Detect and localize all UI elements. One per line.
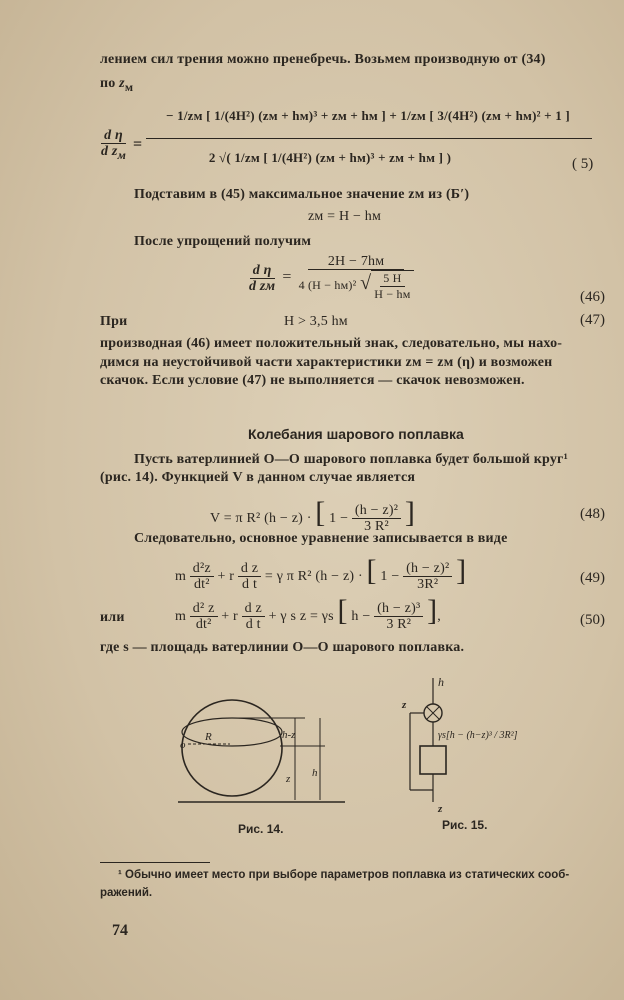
eq50-f2-num: d z <box>242 601 265 617</box>
para3-line2: димся на неустойчивой части характеристики zм = zм (η) и возможен <box>100 355 553 370</box>
fig15-label-h: h <box>438 675 444 689</box>
eq46: $\frac{\text{d η}}{\text{d zм}}$ = 2H − 7hм 4 (H − hм)² √ $\frac{5 H}{H - hм}$ <box>246 254 417 302</box>
text-ili: или <box>100 610 125 625</box>
fig15-label-z-out: z <box>438 803 443 815</box>
eq47-number: (47) <box>580 312 605 328</box>
fig14-label-r: R <box>205 731 212 743</box>
fig14-label-o: o <box>180 739 186 751</box>
eq48-number: (48) <box>580 506 605 522</box>
eq45-fraction-bar <box>146 138 592 139</box>
eq49-rhs: = γ π R² (h − z) · <box>264 569 363 584</box>
eq50: m $\frac{\text{d² z}}{\text{dt²}}$ + r $\frac{\text{d z}}{\text{d t}}$ + γ s z = γs [ h − $\frac{\text{(h − z)³}}{\text{3 R²}}$ ], <box>175 594 441 633</box>
eq50-f3-den: 3 R² <box>386 617 412 633</box>
eq45-lhs-den: d $z_м$ <box>101 144 126 162</box>
eq50-rhs: + γ s z = γs <box>268 609 334 624</box>
eq45-top: − 1/zм [ 1/(4H²) (zм + hм)³ + zм + hм ] + 1/zм [ 3/(4H²) (zм + hм)² + 1 ] <box>166 108 570 123</box>
eq45-bottom: 2 √( 1/zм [ 1/(4H²) (zм + hм)³ + zм + hм ] ) <box>208 150 452 165</box>
eq49: m $\frac{\text{d²z}}{\text{dt²}}$ + r $\frac{\text{d z}}{\text{d t}}$ = γ π R² (h − z) · [ 1 − $\frac{\text{(h − z)²}}{\text{3R²}}$ ] <box>175 554 467 593</box>
fig14-label-hz: h-z <box>282 729 296 741</box>
eq46-lhs-den: d zм <box>249 278 276 294</box>
eq48: V = π R² (h − z) · [ 1 − $\frac{\text{(h − z)²}}{\text{3 R²}}$ ] <box>210 496 416 535</box>
figure-14-sphere-diagram <box>170 688 360 818</box>
footnote-line2: ражений. <box>100 887 153 899</box>
eq49-f3-num: (h − z)² <box>403 561 452 577</box>
footnote-rule <box>100 862 210 863</box>
text-pri: При <box>100 314 128 329</box>
eq49-number: (49) <box>580 570 605 586</box>
para-podstavim: Подставим в (45) максимальное значение zм из (Б′) <box>134 187 470 202</box>
eq50-f1-den: dt² <box>195 617 212 633</box>
eq46-rhs-num: 2H − 7hм <box>308 254 404 270</box>
eq45-number: ( 5) <box>572 156 594 172</box>
text-line-2 <box>100 76 133 95</box>
eq-zm: zм = H − hм <box>308 209 382 224</box>
var-z-sub: м <box>124 79 134 94</box>
eq46-lhs-num: d η <box>250 263 275 279</box>
text-po: по <box>100 76 116 91</box>
para4-line2: (рис. 14). Функцией V в данном случае является <box>100 470 416 485</box>
text-line-1: лением сил трения можно пренебречь. Возьмем производную от (34) <box>100 52 546 67</box>
eq48-lhs: V = π R² (h − z) · <box>210 511 312 526</box>
para-posle: После упрощений получим <box>134 234 312 249</box>
eq49-f3-den: 3R² <box>417 577 439 593</box>
eq50-number: (50) <box>580 612 605 628</box>
eq45-lhs: $\frac{\text{d η}}{d z_м}$ = <box>98 128 142 163</box>
para3-line1: производная (46) имеет положительный знак, следовательно, мы нахо- <box>100 336 563 351</box>
fig14-label-z: z <box>286 773 291 785</box>
eq46-number: (46) <box>580 289 605 305</box>
eq48-frac-den: 3 R² <box>364 519 389 535</box>
eq50-f1-num: d² z <box>190 601 218 617</box>
eq47: H > 3,5 hм <box>284 314 348 329</box>
var-z: z <box>119 76 125 91</box>
fig14-label-h: h <box>312 767 318 779</box>
eq46-rhs-den: 4 (H − hм)² √ $\frac{5 H}{H - hм}$ <box>296 270 417 302</box>
eq50-f2-den: d t <box>245 617 261 633</box>
para6: где s — площадь ватерлинии O—O шарового поплавка. <box>100 640 465 655</box>
para5: Следовательно, основное уравнение записывается в виде <box>134 531 508 546</box>
eq48-inner: 1 − <box>329 511 349 526</box>
eq49-f1-den: dt² <box>193 577 210 593</box>
eq49-f2-den: d t <box>242 577 258 593</box>
fig15-label-formula: γs[h − (h−z)³ / 3R²] <box>438 730 518 741</box>
page-number: 74 <box>112 922 128 939</box>
fig15-label-z-in: z <box>402 699 407 711</box>
eq49-f1-num: d²z <box>190 561 214 577</box>
para4-line1: Пусть ватерлинией O—O шарового поплавка будет большой круг¹ <box>134 452 568 467</box>
eq49-f2-num: d z <box>238 561 261 577</box>
section-title: Колебания шарового поплавка <box>248 426 464 442</box>
eq48-frac-num: (h − z)² <box>352 503 401 519</box>
eq50-f3-num: (h − z)³ <box>374 601 423 617</box>
figure-14-caption: Рис. 14. <box>238 822 284 836</box>
footnote-line1: ¹ Обычно имеет место при выборе параметров поплавка из статических сооб- <box>118 869 570 881</box>
figure-15-caption: Рис. 15. <box>442 818 488 832</box>
para3-line3: скачок. Если условие (47) не выполняется — скачок невозможен. <box>100 373 525 388</box>
figure-15-block-diagram <box>400 672 560 817</box>
eq45-lhs-num: d η <box>101 128 126 144</box>
